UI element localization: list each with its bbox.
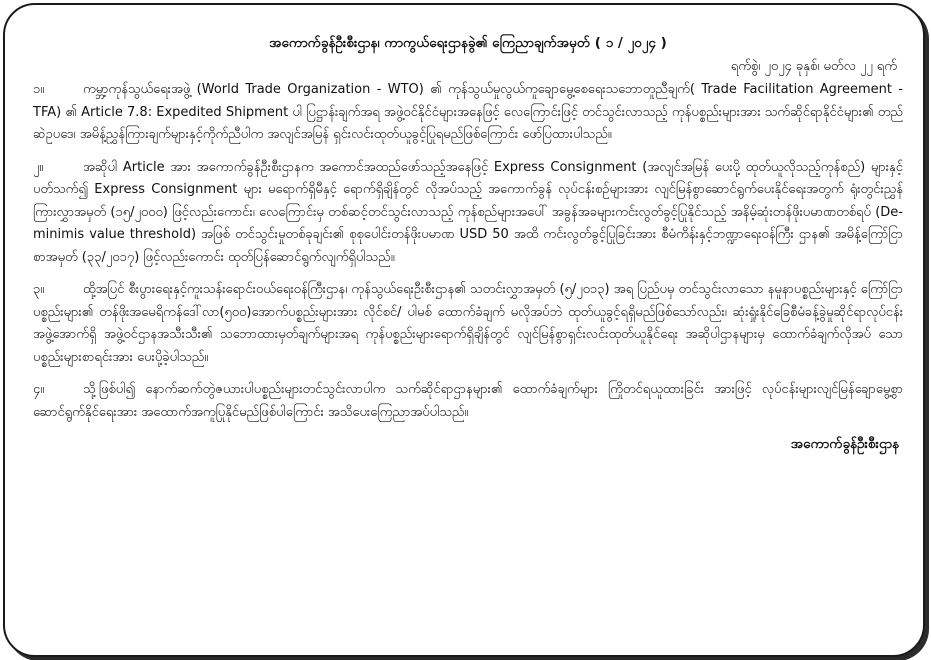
document-frame	[3, 3, 925, 657]
paragraph-text: ကမ္ဘာ့ကုန်သွယ်ရေးအဖွဲ့ (World Trade Organization - WTO) ၏ ကုန်သွယ်မှုလွယ်ကူချောမွေ့စေရေးသဘောတူညီချက်( Trade Facilitation Agreement - TFA) ၏ Article 7.8: Expedited Shipment ပါ ပြဋ္ဌာန်းချက်အရ အဖွဲ့ဝင်နိုင်ငံများအနေဖြင့် လေကြောင်းဖြင့် တင်သွင်းလာသည့် ကုန်ပစ္စည်းများအား သက်ဆိုင်ရာနိုင်ငံများ၏ တည်ဆဲဥပဒေ၊ အမိန့်ညွှန်ကြားချက်များနှင့်ကိုက်ညီပါက အလျင်အမြန် ရှင်းလင်းထုတ်ယူခွင့်ပြုရမည်ဖြစ်ကြောင်း ဖော်ပြထားပါသည်။	[33, 82, 903, 142]
paragraph-text: သို့ဖြစ်ပါ၍ နောက်ဆက်တွဲဇယားပါပစ္စည်းများတင်သွင်းလာပါက သက်ဆိုင်ရာဌာနများ၏ ထောက်ခံချက်များ ကြိုတင်ရယူထားခြင်း အားဖြင့် လုပ်ငန်းများလျင်မြန်ချောမွေ့စွာ ဆောင်ရွက်နိုင်ရေးအား အထောက်အကူပြုနိုင်မည်ဖြစ်ပါကြောင်း အသိပေးကြေညာအပ်ပါသည်။	[33, 382, 903, 420]
paragraph-number: ၃။	[33, 282, 45, 297]
document-body	[33, 33, 903, 454]
announcement-date: ရက်စွဲ၊ ၂၀၂၄ ခုနှစ်၊ မတ်လ ၂၂ ရက်	[730, 59, 897, 74]
paragraph-3	[33, 279, 903, 369]
signature-department: အကောက်ခွန်ဦးစီးဌာန	[790, 436, 899, 452]
paragraph-number: ၄။	[33, 382, 45, 397]
announcement-title: အကောက်ခွန်ဦးစီးဌာန၊ ကာကွယ်ရေးဌာနခွဲ၏ ကြေညာချက်အမှတ် ( ၁ / ၂၀၂၄ )	[269, 35, 667, 51]
paragraph-1	[33, 79, 903, 147]
paragraph-text: အဆိုပါ Article အား အကောက်ခွန်ဦးစီးဌာနက အကောင်အထည်ဖော်သည့်အနေဖြင့် Express Consignment (အလျင်အမြန် ပေးပို့ ထုတ်ယူလိုသည့်ကုန်စည်) များနှင့်ပတ်သက်၍ Express Consignment များ မရောက်ရှိမီနှင့် ရောက်ရှိချိန်တွင် လိုအပ်သည့် အကောက်ခွန် လုပ်ငန်းစဉ်များအား လျင်မြန်စွာဆောင်ရွက်ပေးနိုင်ရေးအတွက် ရုံးတွင်းညွှန်ကြားလွှာအမှတ် (၁၅/၂၀၀၀) ဖြင့်လည်းကောင်း၊ လေကြောင်းမှ တစ်ဆင့်တင်သွင်းလာသည့် ကုန်စည်များအပေါ် အခွန်အခများကင်းလွတ်ခွင့်ပြုနိုင်သည့် အနိမ့်ဆုံးတန်ဖိုးပမာဏတစ်ရပ် (De-minimis value threshold) အဖြစ် တင်သွင်းမှုတစ်ခုချင်း၏ စုစုပေါင်းတန်ဖိုးပမာဏ USD 50 အထိ ကင်းလွတ်ခွင့်ပြုခြင်းအား စီမံကိန်းနှင့်ဘဏ္ဍာရေးဝန်ကြီး ဌာန၏ အမိန့်ကြော်ငြာစာအမှတ် (၃၃/၂၀၁၇) ဖြင့်လည်းကောင်း ထုတ်ပြန်ဆောင်ရွက်လျက်ရှိပါသည်။	[33, 159, 903, 265]
paragraph-text: ထို့အပြင် စီးပွားရေးနှင့်ကူးသန်းရောင်းဝယ်ရေးဝန်ကြီးဌာန၊ ကုန်သွယ်ရေးဦးစီးဌာန၏ သတင်းလွှာအမှတ် (၅/၂၀၁၃) အရ ပြည်ပမှ တင်သွင်းလာသော နမူနာပစ္စည်းများနှင့် ကြော်ငြာပစ္စည်းများ၏ တန်ဖိုးအမေရိကန်ဒေါ်လာ(၅၀၀)အောက်ပစ္စည်းများအား လိုင်စင်/ ပါမစ် ထောက်ခံချက် မလိုအပ်ဘဲ ထုတ်ယူခွင့်ရရှိမည်ဖြစ်သော်လည်း၊ ဆုံးရှုံးနိုင်ခြေစီမံခန့်ခွဲမှုဆိုင်ရာလုပ်ငန်းအဖွဲ့အောက်ရှိ အဖွဲ့ဝင်ဌာနအသီးသီး၏ သဘောထားမှတ်ချက်များအရ ကုန်ပစ္စည်းများရောက်ရှိချိန်တွင် လျင်မြန်စွာရှင်းလင်းထုတ်ယူနိုင်ရေး အဆိုပါဌာနများမှ ထောက်ခံချက်လိုအပ် သောပစ္စည်းများစာရင်းအား ပေးပို့ခဲ့ပါသည်။	[33, 282, 903, 365]
paragraph-2	[33, 157, 903, 270]
paragraph-number: ၁။	[33, 82, 45, 97]
paragraph-4	[33, 379, 903, 424]
paragraph-number: ၂။	[33, 159, 44, 175]
